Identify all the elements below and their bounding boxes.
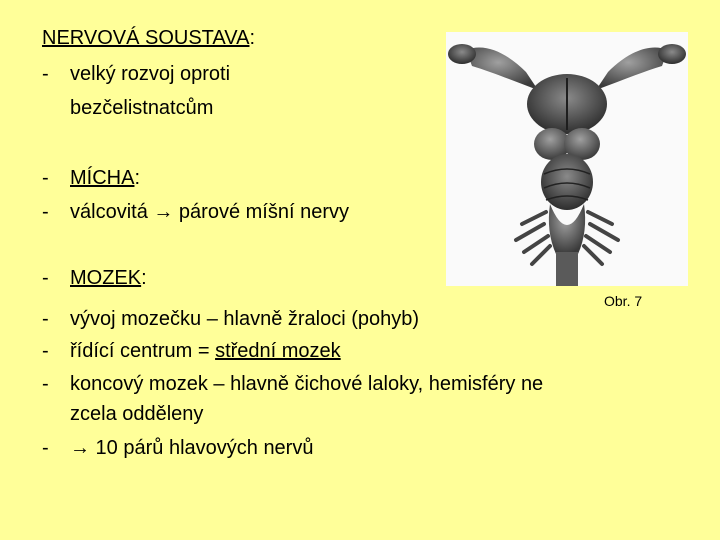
mozek-item-mozecek xyxy=(42,307,502,331)
mozek-item-koncovy xyxy=(42,372,682,396)
micha-item-title xyxy=(42,166,342,190)
bullet-dash: - xyxy=(42,373,49,395)
stredni-mozek-link: střední mozek xyxy=(215,340,341,362)
mozecek-text: vývoj mozečku – hlavně žraloci (pohyb) xyxy=(70,308,420,330)
micha-title: MÍCHA xyxy=(70,167,135,189)
bullet-dash: - xyxy=(42,167,49,189)
nervy-text: → 10 párů hlavových nervů xyxy=(70,437,314,459)
figure-caption: Obr. 7 xyxy=(604,293,643,309)
mozek-title: MOZEK xyxy=(70,267,142,289)
intro-line-2: bezčelistnatcům xyxy=(70,97,214,119)
micha-desc: válcovitá → párové míšní nervy xyxy=(70,201,349,223)
mozek-item-nervy xyxy=(42,436,402,460)
bullet-dash: - xyxy=(42,63,49,85)
mozek-item-centrum xyxy=(42,339,442,363)
intro-line-1: velký rozvoj oproti xyxy=(70,63,231,85)
mozek-item-title xyxy=(42,266,342,290)
brain-illustration xyxy=(446,32,688,286)
bullet-dash: - xyxy=(42,201,49,223)
bullet-dash: - xyxy=(42,267,49,289)
heading-title: NERVOVÁ SOUSTAVA xyxy=(42,27,250,49)
intro-item xyxy=(42,62,342,86)
bullet-dash: - xyxy=(42,437,49,459)
shark-brain-image xyxy=(446,32,688,286)
koncovy-line-1: koncový mozek – hlavně čichové laloky, hemisféry ne xyxy=(70,373,544,395)
mozek-colon: : xyxy=(141,267,147,289)
micha-colon: : xyxy=(134,167,141,189)
heading-colon: : xyxy=(249,27,256,49)
bullet-dash: - xyxy=(42,340,49,362)
slide-heading xyxy=(42,26,255,50)
centrum-prefix: řídící centrum = xyxy=(70,340,216,362)
micha-item-desc xyxy=(42,200,422,224)
bullet-dash: - xyxy=(42,308,49,330)
koncovy-line-2: zcela odděleny xyxy=(70,403,204,425)
